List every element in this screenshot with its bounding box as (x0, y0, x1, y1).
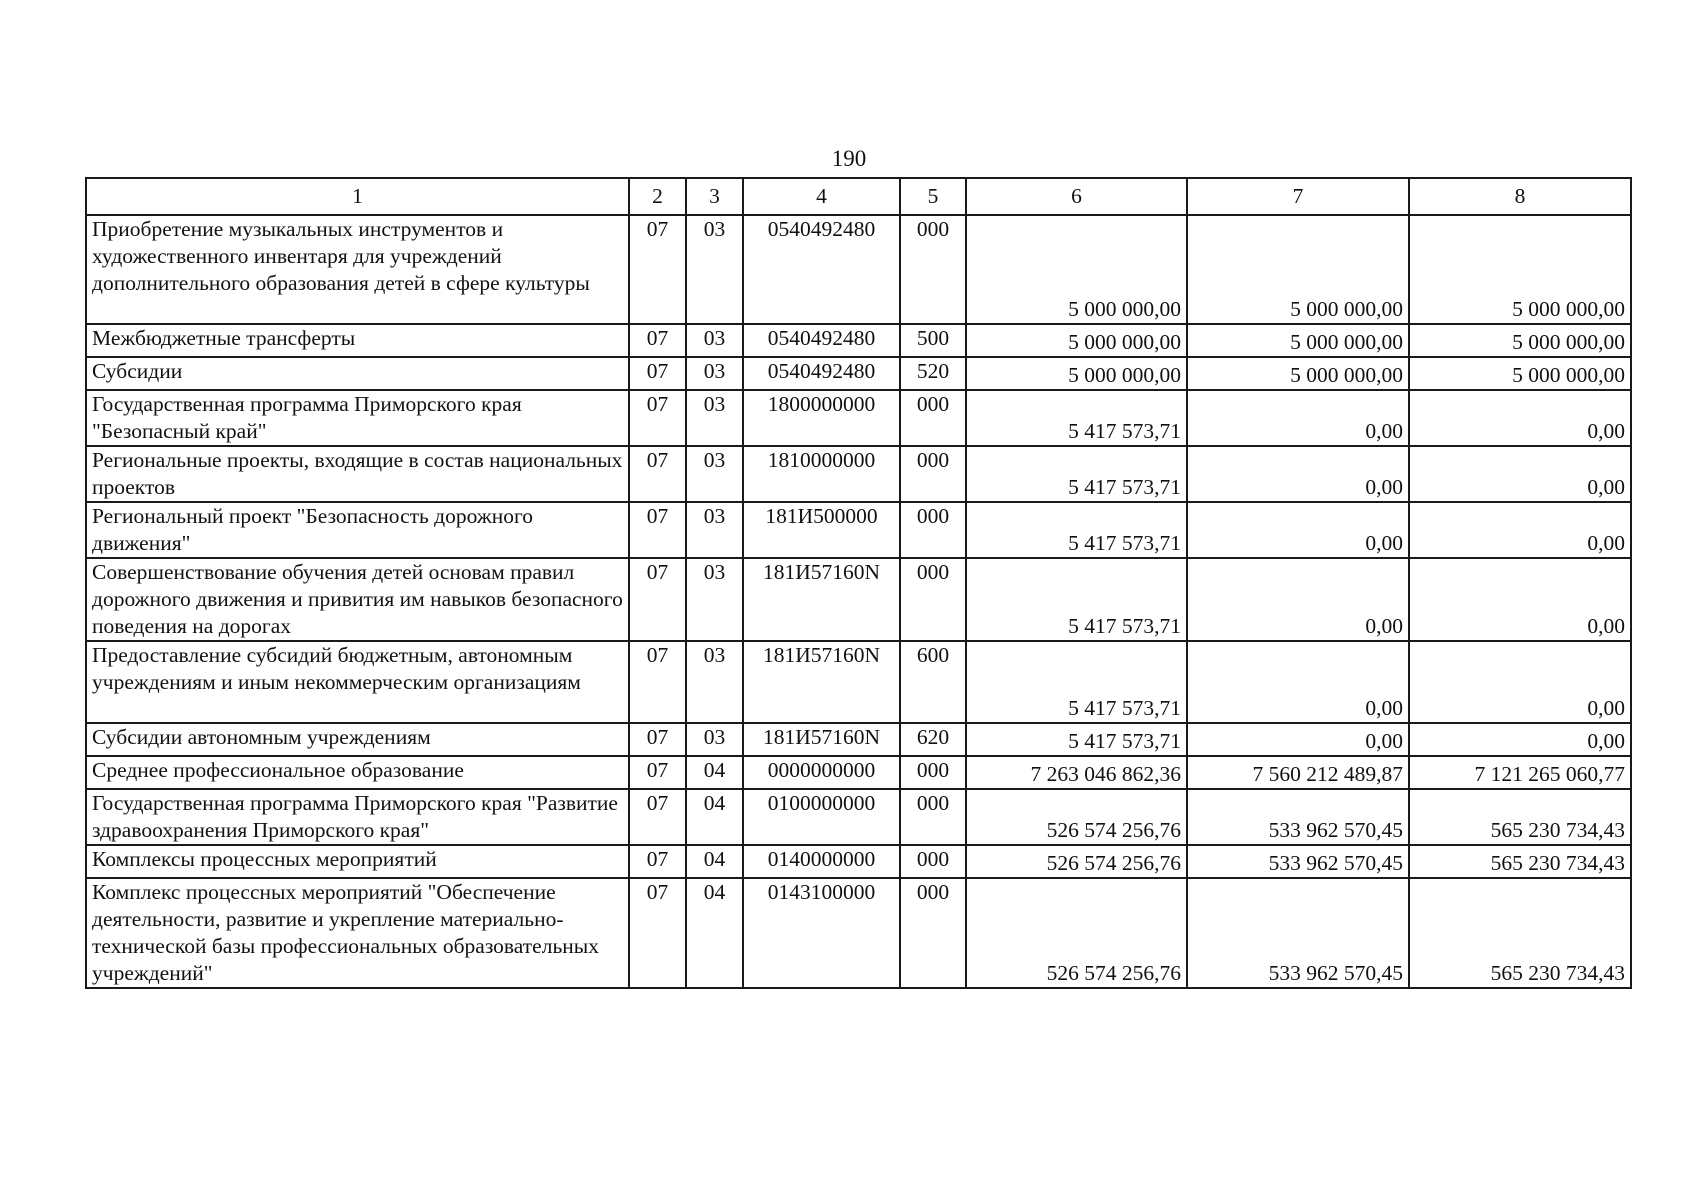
target-article-code: 1800000000 (743, 390, 900, 446)
section-code: 07 (629, 878, 686, 988)
subsection-code: 03 (686, 723, 743, 756)
amount-col6: 5 000 000,00 (966, 215, 1187, 324)
amount-col8: 565 230 734,43 (1409, 845, 1631, 878)
amount-col8: 565 230 734,43 (1409, 789, 1631, 845)
header-row (86, 178, 1631, 215)
column-header-2: 2 (629, 178, 686, 215)
section-code: 07 (629, 357, 686, 390)
amount-col6: 5 000 000,00 (966, 324, 1187, 357)
section-code: 07 (629, 845, 686, 878)
budget-table (85, 177, 1632, 989)
row-name: Комплексы процессных мероприятий (86, 845, 629, 878)
row-name: Государственная программа Приморского края "Безопасный край" (86, 390, 629, 446)
column-header-3: 3 (686, 178, 743, 215)
row-name: Региональный проект "Безопасность дорожного движения" (86, 502, 629, 558)
target-article-code: 0000000000 (743, 756, 900, 789)
section-code: 07 (629, 215, 686, 324)
target-article-code: 181И500000 (743, 502, 900, 558)
amount-col7: 0,00 (1187, 723, 1409, 756)
page-number: 190 (831, 146, 867, 171)
subsection-code: 04 (686, 789, 743, 845)
section-code: 07 (629, 446, 686, 502)
column-header-6: 6 (966, 178, 1187, 215)
amount-col7: 533 962 570,45 (1187, 878, 1409, 988)
row-name: Региональные проекты, входящие в состав национальных проектов (86, 446, 629, 502)
target-article-code: 0143100000 (743, 878, 900, 988)
table-row (86, 446, 1631, 502)
subsection-code: 03 (686, 641, 743, 723)
amount-col8: 0,00 (1409, 641, 1631, 723)
subsection-code: 03 (686, 502, 743, 558)
expense-type-code: 600 (900, 641, 966, 723)
table-row (86, 502, 1631, 558)
section-code: 07 (629, 324, 686, 357)
amount-col8: 5 000 000,00 (1409, 357, 1631, 390)
amount-col7: 0,00 (1187, 641, 1409, 723)
row-name: Межбюджетные трансферты (86, 324, 629, 357)
amount-col7: 0,00 (1187, 390, 1409, 446)
amount-col8: 565 230 734,43 (1409, 878, 1631, 988)
amount-col6: 5 417 573,71 (966, 502, 1187, 558)
subsection-code: 04 (686, 756, 743, 789)
table-row (86, 390, 1631, 446)
amount-col6: 526 574 256,76 (966, 878, 1187, 988)
table-row (86, 641, 1631, 723)
row-name: Комплекс процессных мероприятий "Обеспечение деятельности, развитие и укрепление материально-технической базы профессиональных образовательных учреждений" (86, 878, 629, 988)
target-article-code: 0100000000 (743, 789, 900, 845)
subsection-code: 04 (686, 878, 743, 988)
amount-col8: 0,00 (1409, 446, 1631, 502)
amount-col7: 7 560 212 489,87 (1187, 756, 1409, 789)
expense-type-code: 500 (900, 324, 966, 357)
amount-col8: 5 000 000,00 (1409, 324, 1631, 357)
amount-col7: 533 962 570,45 (1187, 845, 1409, 878)
target-article-code: 0540492480 (743, 215, 900, 324)
amount-col6: 5 417 573,71 (966, 558, 1187, 641)
expense-type-code: 000 (900, 878, 966, 988)
table-row (86, 789, 1631, 845)
subsection-code: 03 (686, 215, 743, 324)
amount-col8: 7 121 265 060,77 (1409, 756, 1631, 789)
column-header-1: 1 (86, 178, 629, 215)
subsection-code: 03 (686, 390, 743, 446)
amount-col6: 5 417 573,71 (966, 723, 1187, 756)
amount-col7: 533 962 570,45 (1187, 789, 1409, 845)
section-code: 07 (629, 641, 686, 723)
row-name: Среднее профессиональное образование (86, 756, 629, 789)
column-header-7: 7 (1187, 178, 1409, 215)
table-row (86, 756, 1631, 789)
table-row (86, 324, 1631, 357)
section-code: 07 (629, 558, 686, 641)
expense-type-code: 000 (900, 215, 966, 324)
section-code: 07 (629, 390, 686, 446)
amount-col6: 5 417 573,71 (966, 641, 1187, 723)
expense-type-code: 000 (900, 756, 966, 789)
row-name: Приобретение музыкальных инструментов и художественного инвентаря для учреждений дополнительного образования детей в сфере культуры (86, 215, 629, 324)
amount-col6: 526 574 256,76 (966, 845, 1187, 878)
amount-col8: 0,00 (1409, 723, 1631, 756)
expense-type-code: 000 (900, 845, 966, 878)
subsection-code: 03 (686, 446, 743, 502)
amount-col7: 5 000 000,00 (1187, 324, 1409, 357)
amount-col7: 0,00 (1187, 502, 1409, 558)
target-article-code: 1810000000 (743, 446, 900, 502)
expense-type-code: 000 (900, 390, 966, 446)
column-header-4: 4 (743, 178, 900, 215)
amount-col8: 0,00 (1409, 390, 1631, 446)
amount-col8: 5 000 000,00 (1409, 215, 1631, 324)
amount-col7: 5 000 000,00 (1187, 215, 1409, 324)
amount-col7: 5 000 000,00 (1187, 357, 1409, 390)
table-row (86, 558, 1631, 641)
amount-col6: 526 574 256,76 (966, 789, 1187, 845)
subsection-code: 03 (686, 357, 743, 390)
section-code: 07 (629, 502, 686, 558)
amount-col6: 7 263 046 862,36 (966, 756, 1187, 789)
table-row (86, 215, 1631, 324)
expense-type-code: 000 (900, 558, 966, 641)
target-article-code: 0540492480 (743, 357, 900, 390)
target-article-code: 181И57160N (743, 558, 900, 641)
amount-col8: 0,00 (1409, 558, 1631, 641)
section-code: 07 (629, 756, 686, 789)
section-code: 07 (629, 789, 686, 845)
target-article-code: 181И57160N (743, 641, 900, 723)
expense-type-code: 000 (900, 789, 966, 845)
table-row (86, 723, 1631, 756)
target-article-code: 0540492480 (743, 324, 900, 357)
target-article-code: 181И57160N (743, 723, 900, 756)
subsection-code: 03 (686, 324, 743, 357)
table-row (86, 357, 1631, 390)
column-header-8: 8 (1409, 178, 1631, 215)
amount-col6: 5 417 573,71 (966, 390, 1187, 446)
row-name: Субсидии (86, 357, 629, 390)
target-article-code: 0140000000 (743, 845, 900, 878)
amount-col7: 0,00 (1187, 446, 1409, 502)
row-name: Совершенствование обучения детей основам правил дорожного движения и привития им навыков безопасного поведения на дорогах (86, 558, 629, 641)
expense-type-code: 520 (900, 357, 966, 390)
subsection-code: 04 (686, 845, 743, 878)
amount-col7: 0,00 (1187, 558, 1409, 641)
row-name: Предоставление субсидий бюджетным, автономным учреждениям и иным некоммерческим организациям (86, 641, 629, 723)
section-code: 07 (629, 723, 686, 756)
table-row (86, 845, 1631, 878)
subsection-code: 03 (686, 558, 743, 641)
expense-type-code: 620 (900, 723, 966, 756)
column-header-5: 5 (900, 178, 966, 215)
expense-type-code: 000 (900, 502, 966, 558)
row-name: Государственная программа Приморского края "Развитие здравоохранения Приморского края" (86, 789, 629, 845)
amount-col6: 5 417 573,71 (966, 446, 1187, 502)
amount-col6: 5 000 000,00 (966, 357, 1187, 390)
expense-type-code: 000 (900, 446, 966, 502)
amount-col8: 0,00 (1409, 502, 1631, 558)
table-row (86, 878, 1631, 988)
row-name: Субсидии автономным учреждениям (86, 723, 629, 756)
